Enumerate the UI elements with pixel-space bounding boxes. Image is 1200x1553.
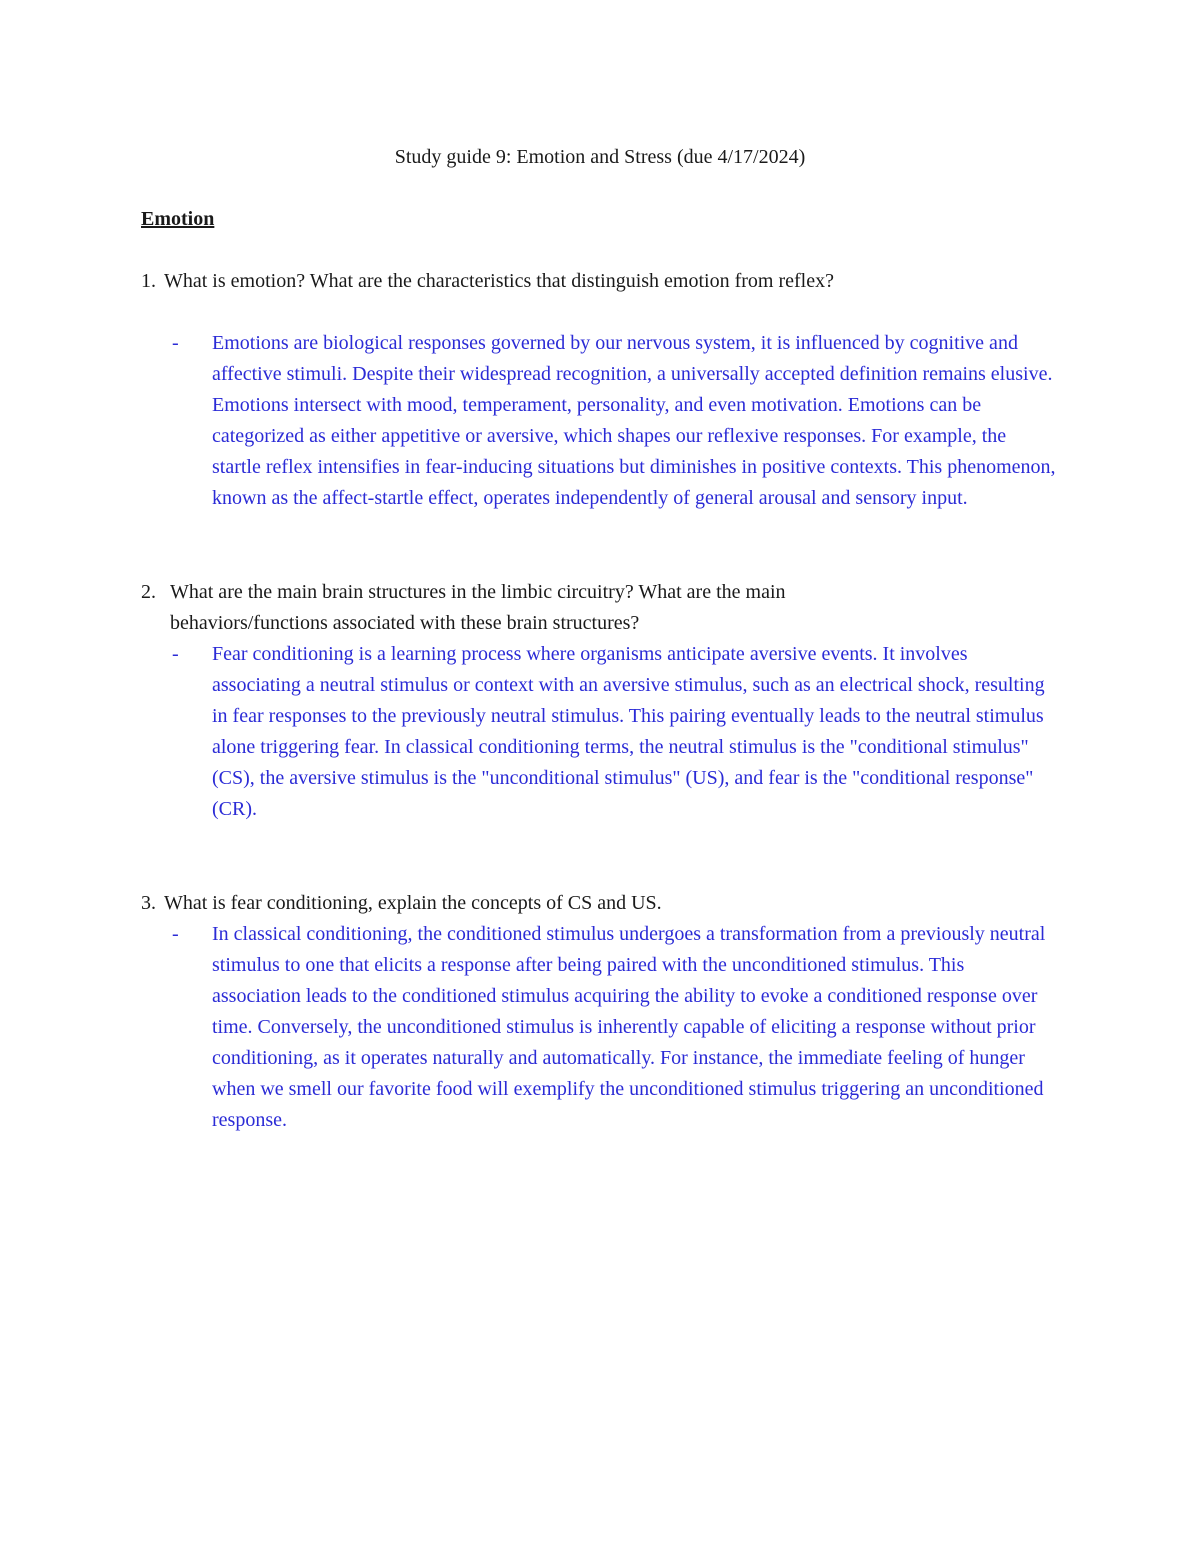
question-2 — [141, 577, 901, 639]
bullet-dash: - — [172, 923, 179, 945]
bullet-dash: - — [172, 643, 179, 665]
question-3 — [141, 888, 1041, 919]
answer-text: In classical conditioning, the conditioned stimulus undergoes a transformation from a previously neutral stimulus to one that elicits a response after being paired with the unconditioned stimulus. This association leads to the conditioned stimulus acquiring the ability to evoke a conditioned response over time. Conversely, the unconditioned stimulus is inherently capable of eliciting a response without prior conditioning, as it operates naturally and automatically. For instance, the immediate feeling of hunger when we smell our favorite food will exemplify the unconditioned stimulus triggering an unconditioned response. — [212, 923, 1046, 1131]
question-1 — [141, 266, 901, 297]
answer-text: Emotions are biological responses governed by our nervous system, it is influenced by cognitive and affective stimuli. Despite their widespread recognition, a universally accepted definition remains elusive. Emotions intersect with mood, temperament, personality, and even motivation. Emotions can be categorized as either appetitive or aversive, which shapes our reflexive responses. For example, the startle reflex intensifies in fear-inducing situations but diminishes in positive contexts. This phenomenon, known as the affect-startle effect, operates independently of general arousal and sensory input. — [212, 332, 1056, 509]
question-number: 3. — [141, 892, 156, 914]
question-number: 2. — [141, 581, 156, 603]
question-text: What are the main brain structures in the limbic circuitry? What are the main behaviors/functions associated with these brain structures? — [170, 581, 786, 634]
bullet-dash: - — [172, 332, 179, 354]
question-number: 1. — [141, 270, 156, 292]
answer-2 — [172, 639, 1057, 825]
document-title: Study guide 9: Emotion and Stress (due 4/17/2024) — [394, 146, 806, 168]
answer-3 — [172, 919, 1057, 1136]
answer-1 — [172, 328, 1057, 514]
answer-text: Fear conditioning is a learning process where organisms anticipate aversive events. It involves associating a neutral stimulus or context with an aversive stimulus, such as an electrical shock, resulting in fear responses to the previously neutral stimulus. This pairing eventually leads to the neutral stimulus alone triggering fear. In classical conditioning terms, the neutral stimulus is the "conditional stimulus" (CS), the aversive stimulus is the "unconditional stimulus" (US), and fear is the "conditional response" (CR). — [212, 643, 1045, 820]
section-heading: Emotion — [141, 208, 215, 230]
question-text: What is emotion? What are the characteristics that distinguish emotion from reflex? — [164, 270, 834, 292]
question-text: What is fear conditioning, explain the concepts of CS and US. — [164, 892, 662, 914]
